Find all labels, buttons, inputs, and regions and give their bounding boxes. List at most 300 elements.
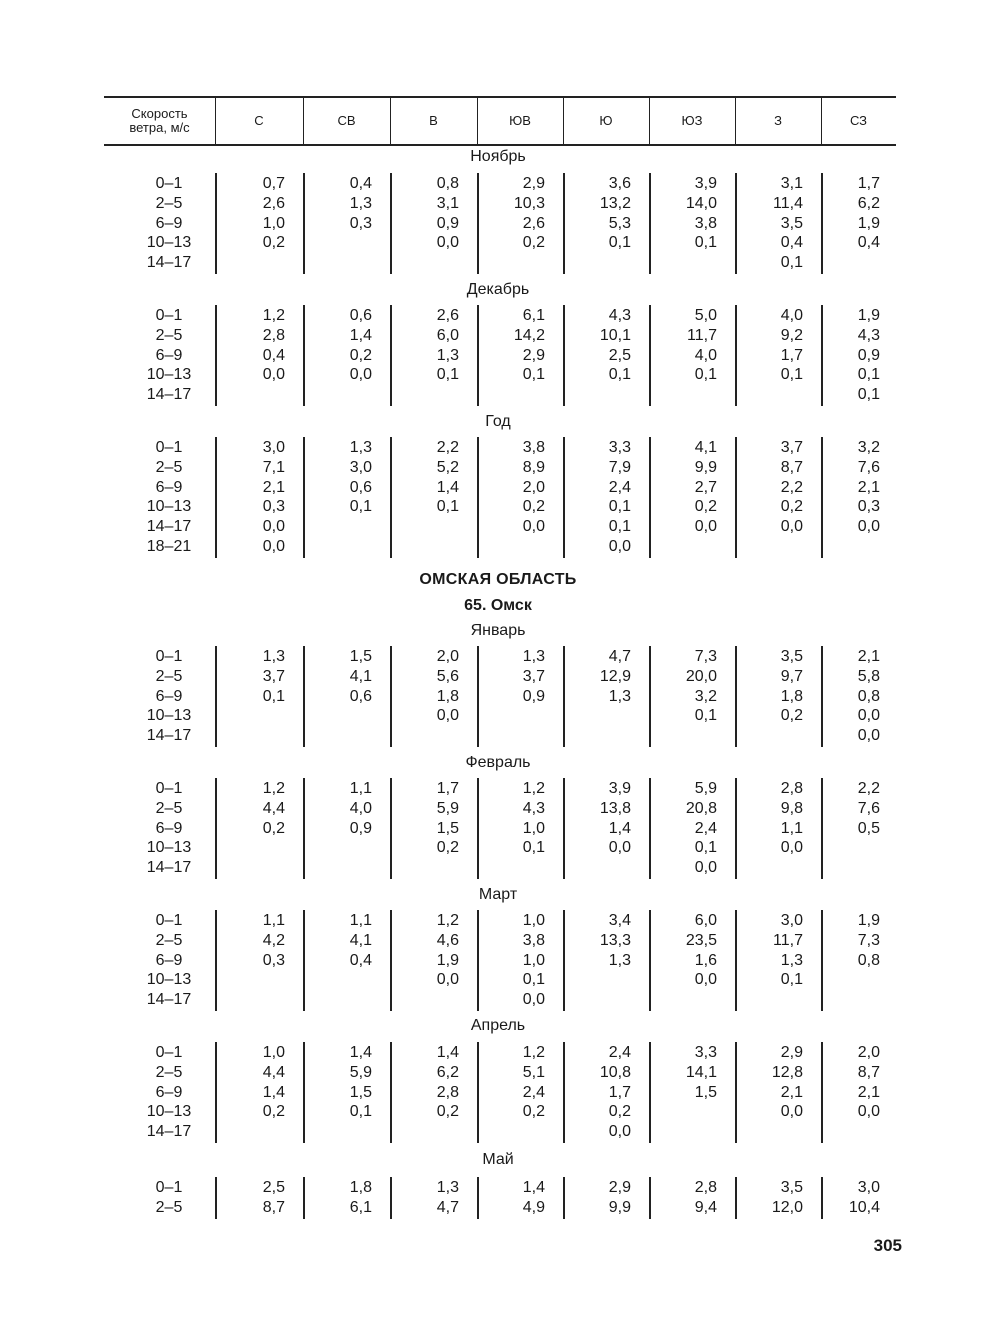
table-cell: 0,1 (780, 971, 803, 989)
row-label: 10–13 (146, 971, 192, 989)
table-cell: 2,2 (436, 439, 459, 456)
table-cell: 1,3 (522, 648, 545, 665)
table-cell: 0,4 (262, 346, 285, 364)
row-label: 2–5 (155, 1063, 183, 1081)
table-cell: 0,1 (694, 366, 717, 384)
table-cell: 0,0 (436, 971, 459, 989)
table-cell: 3,7 (780, 439, 803, 456)
table-cell: 1,1 (349, 912, 372, 929)
table-cell: 7,3 (694, 648, 717, 665)
row-label: 0–1 (155, 307, 183, 324)
table-cell: 13,3 (599, 931, 631, 949)
table-cell: 8,7 (857, 1063, 880, 1081)
table-cell: 0,0 (436, 707, 459, 725)
table-cell: 0,0 (857, 518, 880, 536)
table-cell: 0,0 (694, 518, 717, 536)
table-cell: 11,4 (773, 194, 803, 212)
table-cell: 0,4 (857, 234, 880, 252)
table-cell: 6,1 (522, 307, 545, 324)
table-cell: 0,1 (262, 687, 285, 705)
table-cell: 2,8 (262, 326, 285, 344)
table-cell: 4,7 (436, 1198, 459, 1216)
row-label: 10–13 (146, 1103, 192, 1121)
row-label: 10–13 (146, 839, 192, 857)
table-cell: 1,9 (857, 307, 880, 324)
table-cell: 0,9 (857, 346, 880, 364)
table-cell: 0,1 (694, 234, 717, 252)
row-label: 6–9 (155, 951, 183, 969)
table-cell: 3,2 (857, 439, 880, 456)
header-direction: ЮЗ (681, 113, 703, 128)
table-cell: 5,9 (436, 799, 459, 817)
table-cell: 0,1 (857, 366, 880, 384)
table-cell: 1,4 (436, 478, 459, 496)
table-cell: 2,1 (262, 478, 285, 496)
table-cell: 0,3 (262, 498, 285, 516)
row-label: 10–13 (146, 707, 192, 725)
row-label: 2–5 (155, 1198, 183, 1216)
table-cell: 0,1 (780, 366, 803, 384)
table-cell: 0,2 (262, 234, 285, 252)
header-direction: СЗ (849, 113, 868, 128)
table-cell: 0,7 (262, 175, 285, 192)
table-cell: 0,8 (857, 951, 880, 969)
table-cell: 3,3 (608, 439, 631, 456)
table-cell: 0,0 (694, 971, 717, 989)
table-cell: 4,2 (262, 931, 285, 949)
section-title: Ноябрь (470, 148, 526, 165)
page-number: 305 (873, 1236, 902, 1255)
table-cell: 1,9 (857, 214, 880, 232)
table-cell: 7,9 (608, 458, 631, 476)
table-cell: 1,5 (349, 648, 372, 665)
table-cell: 0,0 (262, 366, 285, 384)
table-cell: 1,0 (522, 951, 545, 969)
table-cell: 12,9 (599, 667, 631, 685)
section-title: Декабрь (466, 281, 530, 298)
table-cell: 0,4 (780, 234, 803, 252)
header-speed-label (104, 98, 215, 144)
table-cell: 20,8 (685, 799, 717, 817)
table-cell: 1,0 (262, 1044, 285, 1061)
table-cell: 2,4 (608, 478, 631, 496)
table-cell: 12,0 (771, 1198, 803, 1216)
table-cell: 1,0 (522, 819, 545, 837)
table-cell: 3,5 (780, 1179, 803, 1196)
table-cell: 2,4 (694, 819, 717, 837)
table-cell: 3,0 (857, 1179, 880, 1196)
table-cell: 1,3 (436, 346, 459, 364)
table-cell: 3,1 (436, 194, 459, 212)
table-cell: 2,5 (608, 346, 631, 364)
table-cell: 6,0 (436, 326, 459, 344)
table-cell: 4,7 (608, 648, 631, 665)
table-cell: 0,1 (857, 386, 880, 404)
table-cell: 0,1 (436, 498, 459, 516)
table-cell: 4,0 (349, 799, 372, 817)
row-label: 2–5 (155, 194, 183, 212)
table-cell: 23,5 (685, 931, 717, 949)
table-cell: 10,4 (848, 1198, 880, 1216)
table-cell: 14,2 (513, 326, 545, 344)
table-cell: 7,6 (857, 458, 880, 476)
table-cell: 0,1 (694, 707, 717, 725)
table-cell: 1,7 (608, 1083, 631, 1101)
table-cell: 3,8 (522, 931, 545, 949)
table-cell: 3,9 (694, 175, 717, 192)
table-cell: 0,0 (608, 839, 631, 857)
table-cell: 0,6 (349, 687, 372, 705)
table-cell: 0,3 (262, 951, 285, 969)
table-cell: 2,2 (780, 478, 803, 496)
table-cell: 1,7 (436, 780, 459, 797)
row-label: 14–17 (146, 991, 192, 1009)
table-cell: 1,5 (436, 819, 459, 837)
section-title: Март (478, 886, 518, 903)
table-cell: 1,3 (608, 687, 631, 705)
table-cell: 4,9 (522, 1198, 545, 1216)
table-cell: 2,4 (608, 1044, 631, 1061)
table-cell: 4,0 (694, 346, 717, 364)
row-label: 0–1 (155, 175, 183, 192)
row-label: 14–17 (146, 859, 192, 877)
table-cell: 0,8 (436, 175, 459, 192)
table-cell: 0,0 (608, 1123, 631, 1141)
table-cell: 5,9 (694, 780, 717, 797)
table-cell: 2,1 (780, 1083, 803, 1101)
row-label: 6–9 (155, 214, 183, 232)
table-cell: 3,0 (349, 458, 372, 476)
row-label: 10–13 (146, 498, 192, 516)
table-cell: 2,7 (694, 478, 717, 496)
table-cell: 2,0 (522, 478, 545, 496)
table-cell: 9,2 (780, 326, 803, 344)
table-cell: 3,4 (608, 912, 631, 929)
table-cell: 13,2 (599, 194, 631, 212)
table-cell: 2,8 (780, 780, 803, 797)
section-title: Февраль (465, 754, 531, 771)
table-cell: 10,3 (513, 194, 545, 212)
table-cell: 7,6 (857, 799, 880, 817)
table-cell: 0,3 (857, 498, 880, 516)
table-cell: 0,0 (857, 707, 880, 725)
table-cell: 9,8 (780, 799, 803, 817)
table-cell: 8,7 (262, 1198, 285, 1216)
table-cell: 1,7 (780, 346, 803, 364)
section-title: Январь (470, 622, 526, 639)
table-cell: 0,0 (522, 991, 545, 1009)
table-cell: 0,1 (349, 1103, 372, 1121)
table-cell: 0,1 (522, 839, 545, 857)
table-cell: 2,9 (522, 175, 545, 192)
table-cell: 0,0 (436, 234, 459, 252)
table-cell: 1,2 (522, 780, 545, 797)
table-cell: 0,0 (857, 727, 880, 745)
table-cell: 3,0 (262, 439, 285, 456)
table-cell: 13,8 (599, 799, 631, 817)
table-cell: 5,1 (522, 1063, 545, 1081)
table-cell: 1,0 (262, 214, 285, 232)
table-cell: 0,2 (436, 839, 459, 857)
table-cell: 0,0 (608, 538, 631, 555)
table-cell: 0,2 (608, 1103, 631, 1121)
table-cell: 0,2 (262, 1103, 285, 1121)
table-cell: 0,2 (522, 234, 545, 252)
section-title: Апрель (470, 1017, 526, 1034)
table-cell: 1,4 (349, 1044, 372, 1061)
table-cell: 0,9 (349, 819, 372, 837)
row-label: 6–9 (155, 478, 183, 496)
table-cell: 1,8 (780, 687, 803, 705)
table-cell: 1,6 (694, 951, 717, 969)
table-cell: 0,1 (349, 498, 372, 516)
table-cell: 14,1 (685, 1063, 717, 1081)
table-cell: 0,2 (522, 498, 545, 516)
table-cell: 3,8 (522, 439, 545, 456)
table-cell: 2,1 (857, 478, 880, 496)
table-cell: 2,6 (436, 307, 459, 324)
table-cell: 1,7 (857, 175, 880, 192)
table-cell: 1,0 (522, 912, 545, 929)
table-cell: 2,8 (694, 1179, 717, 1196)
row-label: 2–5 (155, 799, 183, 817)
table-cell: 1,2 (522, 1044, 545, 1061)
table-cell: 1,2 (262, 307, 285, 324)
table-cell: 4,3 (522, 799, 545, 817)
table-cell: 1,2 (262, 780, 285, 797)
table-cell: 1,4 (522, 1179, 545, 1196)
row-label: 0–1 (155, 1179, 183, 1196)
row-label: 14–17 (146, 254, 192, 272)
table-cell: 0,2 (262, 819, 285, 837)
table-cell: 0,0 (780, 839, 803, 857)
table-cell: 0,0 (857, 1103, 880, 1121)
row-label: 14–17 (146, 386, 192, 404)
table-cell: 8,9 (522, 458, 545, 476)
table-cell: 1,3 (780, 951, 803, 969)
table-cell: 0,0 (262, 518, 285, 536)
table-cell: 0,9 (522, 687, 545, 705)
table-cell: 4,1 (349, 931, 372, 949)
table-cell: 0,0 (780, 518, 803, 536)
table-cell: 0,1 (522, 366, 545, 384)
table-cell: 1,4 (262, 1083, 285, 1101)
header-direction: ЮВ (509, 113, 531, 128)
table-cell: 1,1 (262, 912, 285, 929)
table-cell: 5,3 (608, 214, 631, 232)
table-cell: 1,9 (857, 912, 880, 929)
row-label: 6–9 (155, 346, 183, 364)
row-label: 6–9 (155, 819, 183, 837)
table-cell: 4,3 (608, 307, 631, 324)
table-cell: 0,1 (608, 234, 631, 252)
table-cell: 1,8 (436, 687, 459, 705)
table-cell: 4,0 (780, 307, 803, 324)
header-direction: СВ (337, 113, 356, 128)
table-cell: 0,1 (694, 839, 717, 857)
header-direction: С (254, 113, 264, 128)
section-title: Май (482, 1151, 514, 1168)
row-label: 0–1 (155, 648, 183, 665)
table-cell: 3,7 (522, 667, 545, 685)
table-cell: 0,1 (608, 498, 631, 516)
table-cell: 2,9 (608, 1179, 631, 1196)
table-cell: 0,2 (436, 1103, 459, 1121)
table-cell: 0,2 (349, 346, 372, 364)
row-label: 2–5 (155, 667, 183, 685)
row-label: 6–9 (155, 1083, 183, 1101)
header-direction: З (774, 113, 782, 128)
table-cell: 9,9 (694, 458, 717, 476)
table-cell: 2,4 (522, 1083, 545, 1101)
table-cell: 0,6 (349, 478, 372, 496)
header-direction: Ю (599, 113, 613, 128)
table-cell: 9,9 (608, 1198, 631, 1216)
table-cell: 4,4 (262, 1063, 285, 1081)
table-cell: 3,7 (262, 667, 285, 685)
table-cell: 1,4 (349, 326, 372, 344)
table-cell: 3,3 (694, 1044, 717, 1061)
table-cell: 1,1 (780, 819, 803, 837)
table-cell: 7,3 (857, 931, 880, 949)
section-title: Год (485, 413, 511, 430)
table-cell: 0,1 (608, 366, 631, 384)
table-cell: 1,3 (436, 1179, 459, 1196)
table-cell: 1,4 (436, 1044, 459, 1061)
row-label: 0–1 (155, 912, 183, 929)
table-cell: 3,5 (780, 214, 803, 232)
table-cell: 0,5 (857, 819, 880, 837)
table-cell: 5,9 (349, 1063, 372, 1081)
table-cell: 3,6 (608, 175, 631, 192)
table-cell: 0,2 (522, 1103, 545, 1121)
table-cell: 1,8 (349, 1179, 372, 1196)
table-cell: 10,1 (599, 326, 631, 344)
table-cell: 1,2 (436, 912, 459, 929)
table-cell: 0,2 (780, 498, 803, 516)
table-cell: 5,8 (857, 667, 880, 685)
table-cell: 20,0 (685, 667, 717, 685)
table-cell: 3,5 (780, 648, 803, 665)
table-cell: 3,8 (694, 214, 717, 232)
table-cell: 0,8 (857, 687, 880, 705)
table-cell: 0,2 (694, 498, 717, 516)
table-cell: 11,7 (687, 326, 717, 344)
table-cell: 0,1 (436, 366, 459, 384)
row-label: 0–1 (155, 780, 183, 797)
table-cell: 0,0 (522, 518, 545, 536)
table-cell: 0,4 (349, 175, 372, 192)
table-cell: 0,9 (436, 214, 459, 232)
table-cell: 2,0 (857, 1044, 880, 1061)
row-label: 14–17 (146, 727, 192, 745)
table-cell: 9,7 (780, 667, 803, 685)
table-cell: 4,1 (694, 439, 717, 456)
table-cell: 0,1 (780, 254, 803, 272)
table-cell: 0,2 (780, 707, 803, 725)
table-cell: 2,1 (857, 648, 880, 665)
table-cell: 10,8 (599, 1063, 631, 1081)
table-cell: 12,8 (771, 1063, 803, 1081)
header-speed-text: Скорость ветра, м/с (129, 106, 190, 135)
row-label: 0–1 (155, 439, 183, 456)
table-cell: 2,6 (522, 214, 545, 232)
table-cell: 4,3 (857, 326, 880, 344)
table-cell: 0,3 (349, 214, 372, 232)
table-cell: 2,6 (262, 194, 285, 212)
row-label: 2–5 (155, 326, 183, 344)
table-cell: 1,3 (608, 951, 631, 969)
table-cell: 0,0 (780, 1103, 803, 1121)
table-cell: 4,4 (262, 799, 285, 817)
table-cell: 3,1 (780, 175, 803, 192)
table-cell: 1,9 (436, 951, 459, 969)
table-cell: 14,0 (685, 194, 717, 212)
table-cell: 0,4 (349, 951, 372, 969)
table-cell: 1,5 (694, 1083, 717, 1101)
table-cell: 0,1 (608, 518, 631, 536)
row-label: 18–21 (146, 538, 192, 555)
table-cell: 4,1 (349, 667, 372, 685)
row-label: 10–13 (146, 366, 192, 384)
header-direction: В (429, 113, 438, 128)
table-cell: 2,0 (436, 648, 459, 665)
table-cell: 6,2 (436, 1063, 459, 1081)
row-label: 2–5 (155, 458, 183, 476)
table-cell: 6,2 (857, 194, 880, 212)
table-cell: 5,0 (694, 307, 717, 324)
table-cell: 3,2 (694, 687, 717, 705)
table-cell: 2,9 (522, 346, 545, 364)
table-cell: 1,4 (608, 819, 631, 837)
row-label: 0–1 (155, 1044, 183, 1061)
table-cell: 6,1 (349, 1198, 372, 1216)
table-cell: 8,7 (780, 458, 803, 476)
row-label: 6–9 (155, 687, 183, 705)
table-cell: 9,4 (694, 1198, 717, 1216)
table-cell: 7,1 (262, 458, 285, 476)
row-label: 14–17 (146, 518, 192, 536)
table-cell: 1,3 (262, 648, 285, 665)
row-label: 10–13 (146, 234, 192, 252)
table-cell: 3,9 (608, 780, 631, 797)
table-cell: 5,6 (436, 667, 459, 685)
row-label: 14–17 (146, 1123, 192, 1141)
table-cell: 1,3 (349, 439, 372, 456)
table-cell: 0,0 (349, 366, 372, 384)
table-cell: 0,6 (349, 307, 372, 324)
table-cell: 3,0 (780, 912, 803, 929)
table-cell: 5,2 (436, 458, 459, 476)
table-cell: 0,0 (694, 859, 717, 877)
table-header (104, 96, 896, 146)
table-cell: 2,5 (262, 1179, 285, 1196)
section-title: 65. Омск (464, 597, 532, 614)
table-cell: 6,0 (694, 912, 717, 929)
table-cell: 1,5 (349, 1083, 372, 1101)
table-cell: 0,1 (522, 971, 545, 989)
table-cell: 4,6 (436, 931, 459, 949)
row-label: 2–5 (155, 931, 183, 949)
table-cell: 0,0 (262, 538, 285, 555)
table-cell: 2,8 (436, 1083, 459, 1101)
table-cell: 2,9 (780, 1044, 803, 1061)
table-cell: 1,1 (349, 780, 372, 797)
table-cell: 1,3 (349, 194, 372, 212)
table-cell: 2,1 (857, 1083, 880, 1101)
table-cell: 2,2 (857, 780, 880, 797)
section-title: ОМСКАЯ ОБЛАСТЬ (419, 571, 577, 588)
